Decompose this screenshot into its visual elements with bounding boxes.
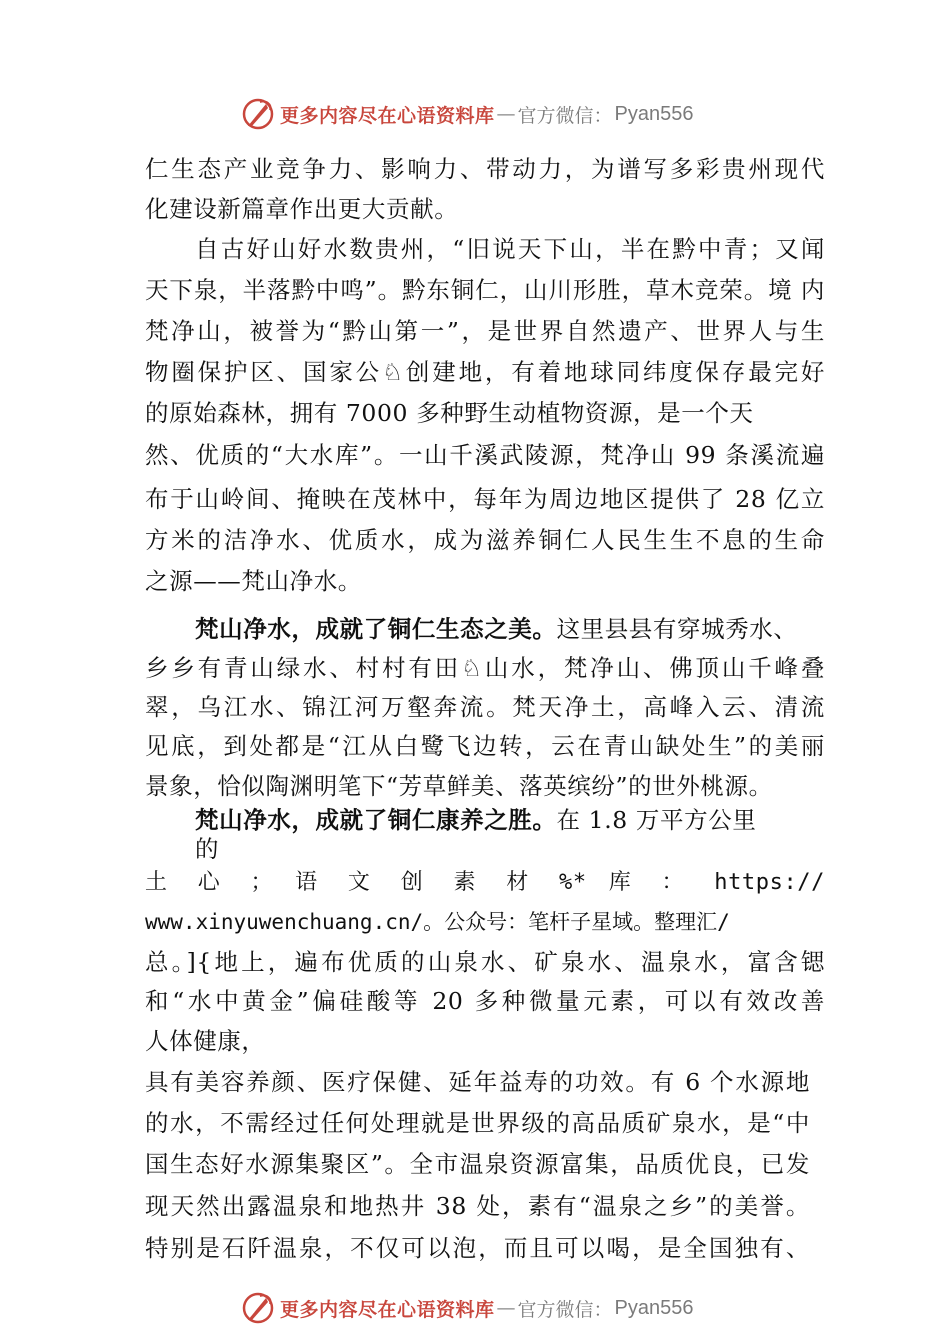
- header-wechat-id: Pyan556: [614, 102, 694, 125]
- text-line-12-rest: 这里县县有穿城秀水、: [556, 615, 798, 643]
- text-line-1: 仁生态产业竞争力、影响力、带动力，为谱写多彩贵州现代: [145, 155, 825, 183]
- text-line-9: 布于山岭间、掩映在茂林中，每年为周边地区提供了 28 亿立: [145, 485, 825, 513]
- text-line-4: 天下泉，半落黔中鸣”。黔东铜仁，山川形胜，草木竞荣。境 内: [145, 276, 825, 304]
- text-line-2: 化建设新篇章作出更大贡献。: [145, 195, 459, 223]
- text-line-11: 之源——梵山净水。: [145, 567, 362, 595]
- text-line-17-rest: 在 1.8 万平方公里: [556, 806, 757, 834]
- text-line-24: 具有美容养颜、医疗保健、延年益寿的功效。有 6 个水源地: [145, 1068, 810, 1096]
- text-line-3: 自古好山好水数贵州，“旧说天下山，半在黔中青；又闻: [195, 235, 825, 263]
- text-line-23: 人体健康，: [145, 1027, 266, 1055]
- section-heading-ecology: 梵山净水，成就了铜仁生态之美。: [195, 615, 557, 643]
- text-line-7: 的原始森林，拥有 7000 多种野生动植物资源，是一个天: [145, 399, 754, 427]
- quill-logo-icon: [240, 1290, 276, 1326]
- text-line-27: 现天然出露温泉和地热井 38 处，素有“温泉之乡”的美誉。: [145, 1192, 810, 1220]
- text-line-10: 方米的洁净水、优质水，成为滋养铜仁人民生生不息的生命: [145, 526, 825, 554]
- footer-watermark: [240, 1288, 760, 1328]
- text-line-12: [195, 612, 825, 646]
- text-line-21: 总。]{地上，遍布优质的山泉水、矿泉水、温泉水，富含锶: [145, 948, 825, 976]
- header-wechat-label: 官方微信：: [517, 104, 613, 127]
- text-line-5: 梵净山，被誉为“黔山第一”，是世界自然遗产、世界人与生: [145, 317, 825, 345]
- text-line-16: 景象，恰似陶渊明笔下“芳草鲜美、落英缤纷”的世外桃源。: [145, 772, 773, 800]
- section-heading-wellness: 梵山净水，成就了铜仁康养之胜。: [195, 806, 557, 834]
- text-line-13: 乡乡有青山绿水、村村有田♘山水，梵净山、佛顶山千峰叠: [145, 654, 825, 682]
- text-line-25: 的水，不需经过任何处理就是世界级的高品质矿泉水，是“中: [145, 1109, 810, 1137]
- text-line-15: 见底，到处都是“江从白鹭飞边转，云在青山缺处生”的美丽: [145, 732, 825, 760]
- text-line-28: 特别是石阡温泉，不仅可以泡，而且可以喝，是全国独有、: [145, 1234, 810, 1262]
- quill-logo-icon: [240, 96, 276, 132]
- header-brand-text: 更多内容尽在心语资料库: [280, 104, 495, 127]
- header-watermark: [240, 94, 760, 134]
- footer-wechat-id: Pyan556: [614, 1296, 694, 1319]
- text-line-19: 土 心 ； 语 文 创 素 材 %* 库 ： https://: [145, 870, 825, 895]
- text-line-8: 然、优质的“大水库”。一山千溪武陵源，梵净山 99 条溪流遍: [145, 441, 825, 469]
- text-line-22: 和“水中黄金”偏硅酸等 20 多种微量元素，可以有效改善: [145, 987, 825, 1015]
- header-dash: —: [496, 103, 516, 125]
- footer-brand-text: 更多内容尽在心语资料库: [280, 1298, 495, 1321]
- text-line-18: 的: [195, 835, 220, 863]
- text-line-20: www.xinyuwenchuang.cn/。公众号：笔杆子星域。整理汇/: [145, 910, 730, 934]
- text-line-26: 国生态好水源集聚区”。全市温泉资源富集，品质优良，已发: [145, 1150, 810, 1178]
- text-line-14: 翠，乌江水、锦江河万壑奔流。梵天净土，高峰入云、清流: [145, 693, 825, 721]
- footer-wechat-label: 官方微信：: [517, 1298, 613, 1321]
- text-line-6: 物圈保护区、国家公♘创建地，有着地球同纬度保存最完好: [145, 358, 825, 386]
- footer-dash: —: [496, 1297, 516, 1319]
